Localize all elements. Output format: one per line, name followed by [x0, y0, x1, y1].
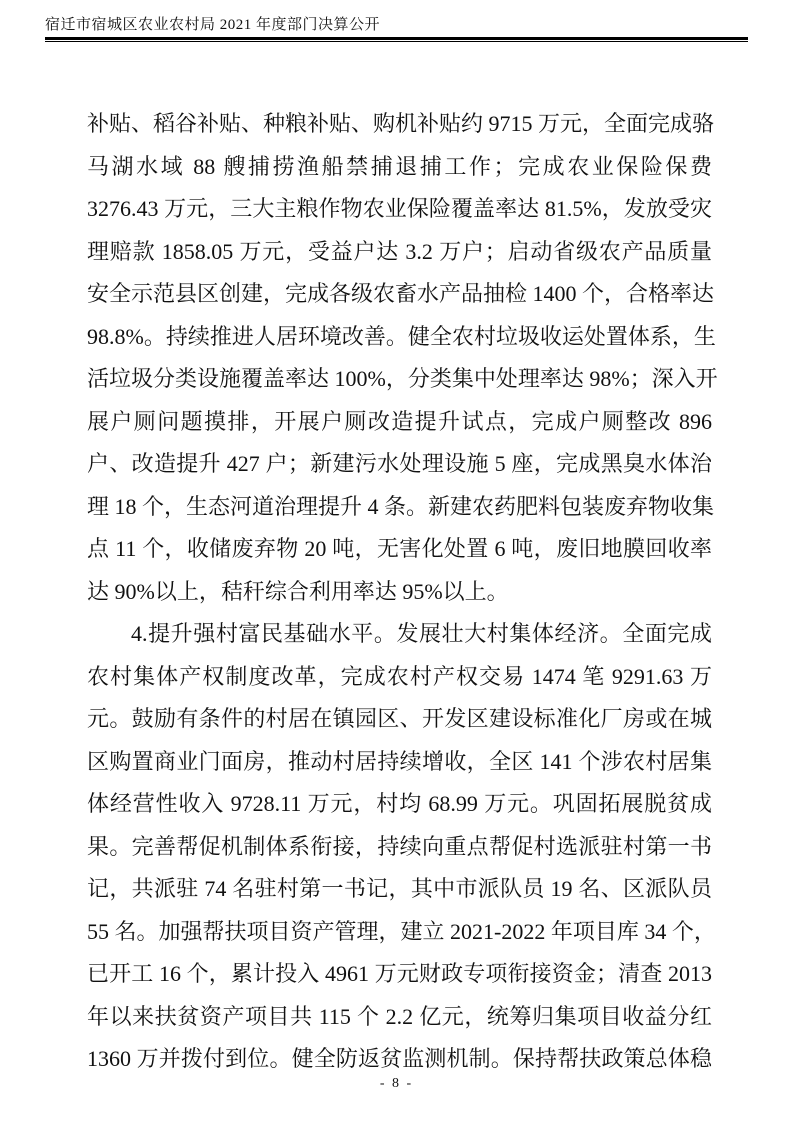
text-line: 达 90%以上，秸秆综合利用率达 95%以上。 [87, 578, 509, 604]
text-line: 果。完善帮促机制体系衔接，持续向重点帮促村选派驻村第一书 [87, 833, 712, 859]
text-line: 马湖水域 88 艘捕捞渔船禁捕退捕工作；完成农业保险保费 [87, 153, 712, 179]
text-line: 已开工 16 个，累计投入 4961 万元财政专项衔接资金；清查 2013 [87, 961, 712, 986]
text-line: 记，共派驻 74 名驻村第一书记，其中市派队员 19 名、区派队员 [87, 876, 712, 901]
text-line: 体经营性收入 9728.11 万元，村均 68.99 万元。巩固拓展脱贫成 [87, 791, 712, 816]
text-line: 4.提升强村富民基础水平。发展壮大村集体经济。全面完成 [131, 621, 712, 646]
text-line: 户、改造提升 427 户；新建污水处理设施 5 座，完成黑臭水体治 [87, 451, 712, 476]
header-rule [45, 37, 748, 42]
text-line: 55 名。加强帮扶项目资产管理，建立 2021-2022 年项目库 34 个， [87, 918, 716, 944]
text-line: 区购置商业门面房，推动村居持续增收，全区 141 个涉农村居集 [87, 748, 712, 774]
page-footer [0, 1074, 793, 1092]
text-line: 展户厕问题摸排，开展户厕改造提升试点，完成户厕整改 896 [87, 408, 712, 434]
text-line: 98.8%。持续推进人居环境改善。健全农村垃圾收运处置体系，生 [87, 323, 716, 349]
text-line: 点 11 个，收储废弃物 20 吨，无害化处置 6 吨，废旧地膜回收率 [87, 536, 712, 561]
text-line: 1360 万并拨付到位。健全防返贫监测机制。保持帮扶政策总体稳 [87, 1046, 712, 1071]
text-line: 安全示范县区创建，完成各级农畜水产品抽检 1400 个，合格率达 [87, 281, 715, 306]
text-line: 理 18 个，生态河道治理提升 4 条。新建农药肥料包装废弃物收集 [87, 493, 715, 519]
text-line: 补贴、稻谷补贴、种粮补贴、购机补贴约 9715 万元，全面完成骆 [87, 111, 715, 136]
text-line: 3276.43 万元，三大主粮作物农业保险覆盖率达 81.5%，发放受灾 [87, 196, 712, 221]
text-line: 年以来扶贫资产项目共 115 个 2.2 亿元，统筹归集项目收益分红 [87, 1003, 712, 1029]
header-title: 宿迁市宿城区农业农村局 2021 年度部门决算公开 [45, 17, 381, 33]
text-line: 理赔款 1858.05 万元，受益户达 3.2 万户；启动省级农产品质量 [87, 238, 712, 264]
text-line: 活垃圾分类设施覆盖率达 100%，分类集中处理率达 98%；深入开 [87, 366, 718, 391]
page-number: - 8 - [379, 1076, 414, 1091]
text-line: 元。鼓励有条件的村居在镇园区、开发区建设标准化厂房或在城 [87, 706, 712, 731]
document-body [87, 103, 718, 1081]
text-line: 农村集体产权制度改革，完成农村产权交易 1474 笔 9291.63 万 [87, 663, 712, 689]
page-header [45, 16, 748, 42]
